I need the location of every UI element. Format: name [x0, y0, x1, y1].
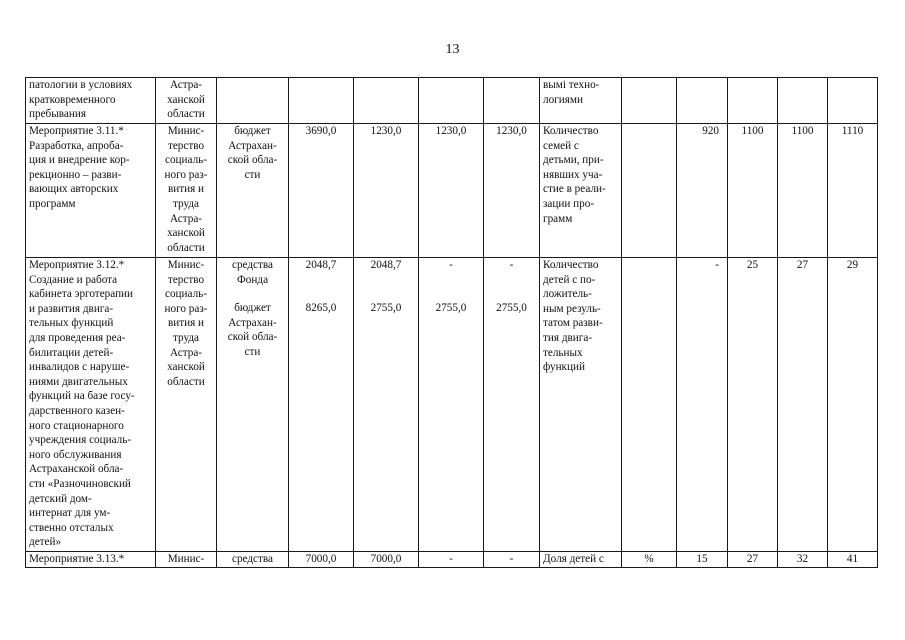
year2-cell: [419, 258, 484, 552]
value-year1-cell: 25: [728, 258, 778, 552]
value-year1-cell: 1100: [728, 124, 778, 258]
executor-cell: Астра- ханской области: [156, 78, 217, 124]
table-row: [26, 78, 878, 124]
total-cell: 7000,0: [289, 552, 354, 568]
year1-cell: 1230,0: [354, 124, 419, 258]
executor-cell: Минис- терство социаль- ного раз- вития и труда Астра- ханской области: [156, 124, 217, 258]
funding-source-cell: [217, 258, 289, 552]
funding-source-cell: средства: [217, 552, 289, 568]
value-year3-cell: [828, 78, 878, 124]
table-row: [26, 258, 878, 552]
value-year1-cell: [728, 78, 778, 124]
page-number: 13: [445, 42, 460, 57]
baseline-cell: [677, 78, 728, 124]
year1-fund: 2048,7: [370, 259, 402, 271]
baseline-cell: 15: [677, 552, 728, 568]
table-row: [26, 124, 878, 258]
year1-cell: [354, 258, 419, 552]
activities-table: [25, 77, 878, 568]
funding-source-cell: [217, 78, 289, 124]
baseline-cell: 920: [677, 124, 728, 258]
indicator-cell: вымі техно- логиями: [540, 78, 622, 124]
total-cell: 3690,0: [289, 124, 354, 258]
unit-cell: [622, 258, 677, 552]
value-year2-cell: 1100: [778, 124, 828, 258]
funding-source-fund: средства Фонда: [231, 259, 274, 286]
year2-budget: 2755,0: [435, 301, 467, 314]
executor-cell: Минис- терство социаль- ного раз- вития и труда Астра- ханской области: [156, 258, 217, 552]
total-cell: [289, 78, 354, 124]
year3-budget: 2755,0: [496, 301, 527, 314]
value-year2-cell: 32: [778, 552, 828, 568]
activity-name-cell: Мероприятие 3.13.*: [26, 552, 156, 568]
baseline-cell: -: [677, 258, 728, 552]
value-year2-cell: [778, 78, 828, 124]
year3-fund: -: [509, 259, 514, 271]
year1-cell: 7000,0: [354, 552, 419, 568]
year2-cell: 1230,0: [419, 124, 484, 258]
activity-name-cell: Мероприятие 3.11.* Разработка, апроба- ция и внедрение кор- рекционно – разви- вающих авторских программ: [26, 124, 156, 258]
executor-cell: Минис-: [156, 552, 217, 568]
total-fund: 2048,7: [305, 259, 337, 271]
total-cell: [289, 258, 354, 552]
value-year3-cell: 1110: [828, 124, 878, 258]
indicator-cell: Количество семей с детьми, при- нявших уча- стие в реали- зации про- грамм: [540, 124, 622, 258]
year2-cell: [419, 78, 484, 124]
year1-budget: 2755,0: [370, 301, 402, 314]
funding-source-cell: бюджет Астрахан- ской обла- сти: [217, 124, 289, 258]
value-year3-cell: 41: [828, 552, 878, 568]
year2-fund: -: [449, 259, 453, 271]
funding-source-budget: бюджет Астрахан- ской обла- сти: [227, 302, 278, 358]
year3-cell: [484, 78, 540, 124]
year2-cell: -: [419, 552, 484, 568]
year3-cell: -: [484, 552, 540, 568]
unit-cell: %: [622, 552, 677, 568]
value-year2-cell: 27: [778, 258, 828, 552]
activity-name-cell: Мероприятие 3.12.* Создание и работа кабинета эрготерапии и развития двига- тельных функций для проведения реа- билитации детей- инвалидов с наруше- ниями двигательных функций на базе госу- дарственного казен- ного стационарного учреждения социаль- ного обслуживания Астраханской обла- сти «Разночиновский детский дом- интернат для ум- ственно отсталых детей»: [26, 258, 156, 552]
indicator-cell: Количество детей с по- ложитель- ным резуль- татом разви- тия двига- тельных функций: [540, 258, 622, 552]
year3-cell: 1230,0: [484, 124, 540, 258]
unit-cell: [622, 124, 677, 258]
activity-name-cell: патологии в условиях кратковременного пребывания: [26, 78, 156, 124]
year3-cell: [484, 258, 540, 552]
value-year3-cell: 29: [828, 258, 878, 552]
year1-cell: [354, 78, 419, 124]
value-year1-cell: 27: [728, 552, 778, 568]
indicator-cell: Доля детей с: [540, 552, 622, 568]
total-budget: 8265,0: [305, 301, 337, 314]
unit-cell: [622, 78, 677, 124]
table-row: [26, 552, 878, 568]
